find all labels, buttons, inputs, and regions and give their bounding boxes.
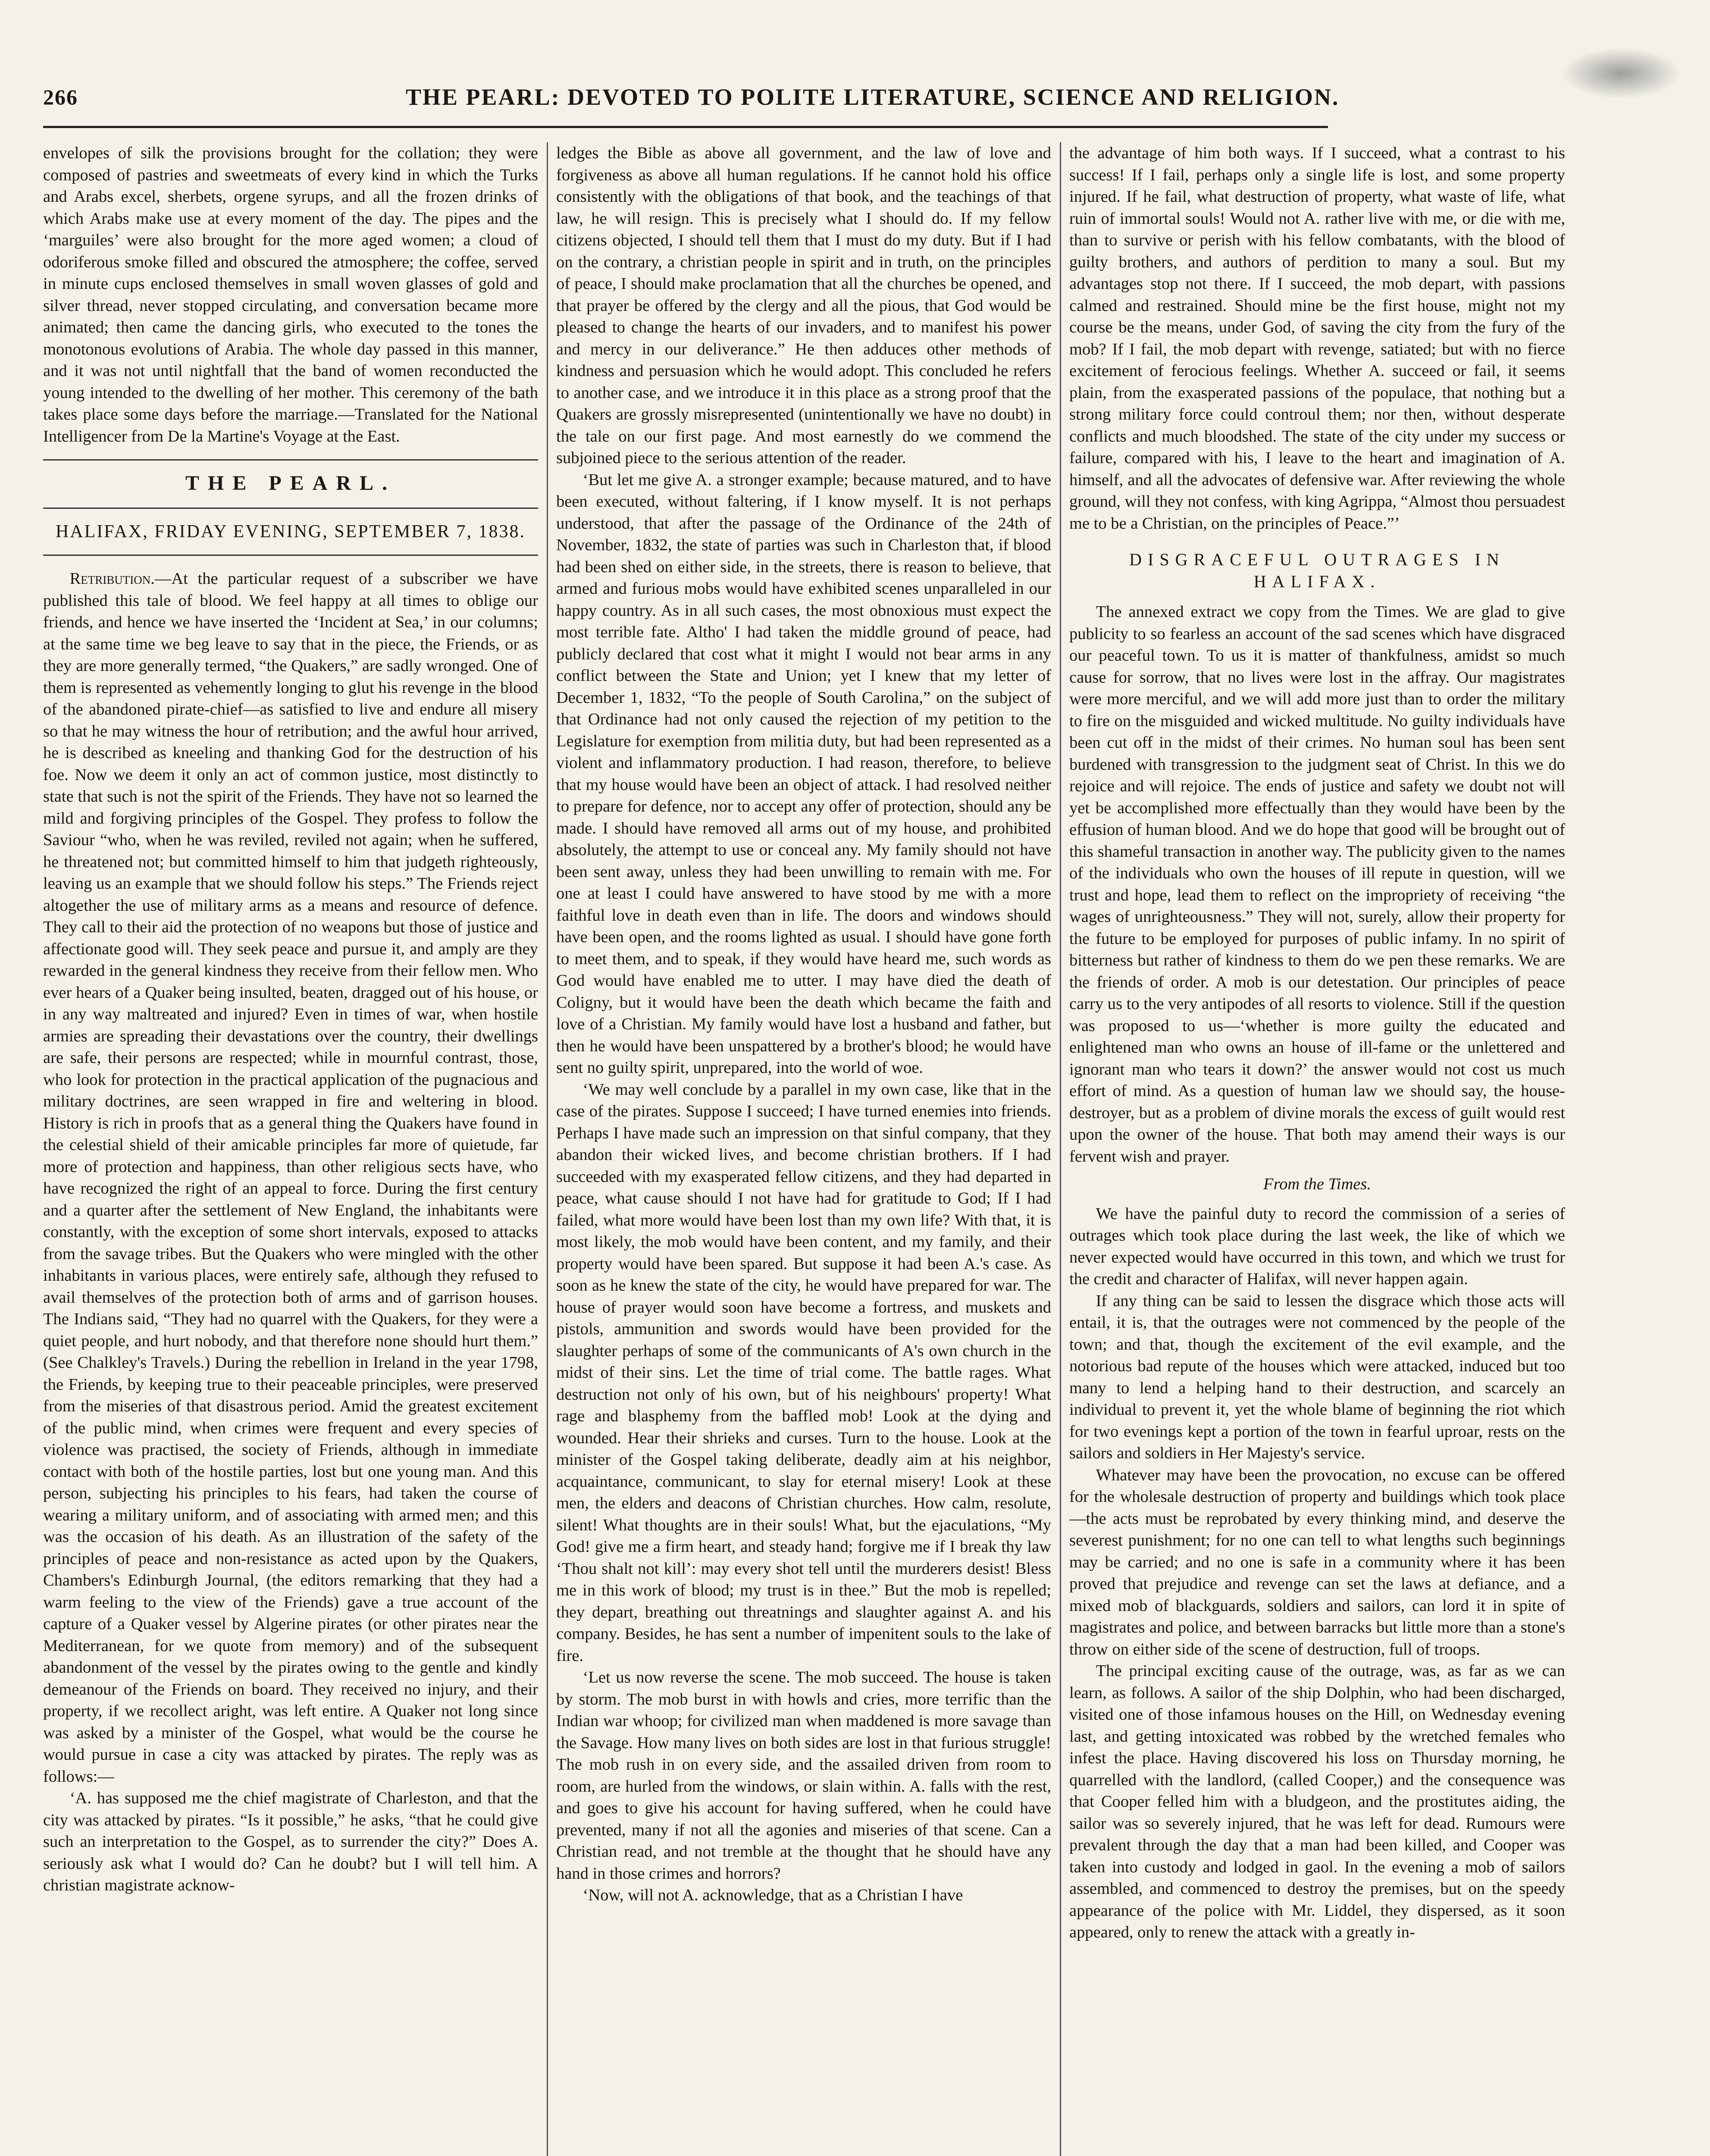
- quote-paragraph: ‘But let me give A. a stronger example; because matured, and to have been executed, without faltering, if I know myself. It is not perhaps understood, that after the passage of the Ordinance of the 24th of November, 1832, the state of parties was such in Charleston that, if blood had been shed on either side, in the streets, there is reason to believe, that armed and furious mobs would have exhibited scenes unparalleled in our happy country. As in all such cases, the most obnoxious must expect the most terrible fate. Altho' I had taken the middle ground of peace, had publicly declared that cost what it might I would not bear arms in any conflict between the State and Union; yet I knew that my letter of December 1, 1832, “To the people of South Carolina,” on the subject of that Ordinance had not only caused the rejection of my petition to the Legislature for exemption from militia duty, but had been represented as a violent and inflammatory production. I had reason, therefore, to believe that my house would have been an object of attack. I had resolved neither to prepare for defence, nor to accept any offer of protection, should any be made. I should have removed all arms out of my house, and prohibited absolutely, the attempt to use or conceal any. My family should not have been sent away, unless they had been unwilling to remain with me. For one at least I could have answered to have stood by me with a more faithful love in death even than in life. The doors and windows should have been open, and the rooms lighted as usual. I should have gone forth to meet them, and to speak, if they would have heard me, such words as God would have enabled me to utter. I may have died the death of Coligny, but it would have been the death which became the faith and love of a Christian. My family would have lost a husband and father, but then he would have been unspattered by a brother's blood; he would have sent no guilty spirit, unprepared, into the world of woe.: [556, 470, 1051, 1077]
- editorial-text: —At the particular request of a subscriber we have published this tale of blood. We feel happy at all times to oblige our friends, and hence we have inserted the ‘Incident at Sea,’ in our columns; at the same time we beg leave to say that in the piece, the Friends, or as they are more generally termed, “the Quakers,” are sadly wronged. One of them is represented as vehemently longing to glut his revenge in the blood of the abandoned pirate-chief—as satisfied to live and endure all misery so that he may witness the hour of retribution; and the awful hour arrived, he is described as kneeling and thanking God for the destruction of his foe. Now we deem it only an act of common justice, most distinctly to state that such is not the spirit of the Friends. They have not so learned the mild and forgiving principles of the Gospel. They profess to follow the Saviour “who, when he was reviled, reviled not again; when he suffered, he threatened not; but committed himself to him that judgeth righteously, leaving us an example that we should follow his steps.” The Friends reject altogether the use of military arms as a means and resource of defence. They call to their aid the protection of no weapons but those of justice and affectionate good will. They seek peace and pursue it, and amply are they rewarded in the general kindness they receive from their fellow men. Who ever hears of a Quaker being insulted, beaten, dragged out of his house, or in any way maltreated and injured? Even in times of war, when hostile armies are spreading their devastations over the country, their dwellings are safe, their persons are respected; while in mournful contrast, those, who look for protection in the practical application of the pugnacious and military doctrines, are seen wrapped in fire and weltering in blood. History is rich in proofs that as a general thing the Quakers have found in the celestial shield of their amicable principles far more of quietude, far more of protection and happiness, than other religious sects have, who have recognized the right of an appeal to force. During the first century and a quarter after the settlement of New England, the inhabitants were constantly, with the exception of some short intervals, exposed to attacks from the savage tribes. But the Quakers who were mingled with the other inhabitants in various places, were entirely safe, although they refused to avail themselves of the protection both of arms and of garrison houses. The Indians said, “They had no quarrel with the Quakers, for they were a quiet people, and hurt nobody, and that therefore none should hurt them.” (See Chalkley's Travels.) During the rebellion in Ireland in the year 1798, the Friends, by keeping true to their peaceable principles, were preserved from the miseries of that disastrous period. Amid the greatest excitement of the public mind, when crimes were frequent and every species of violence was practised, the society of Friends, although in immediate contact with both of the hostile parties, lost but one young man. And this person, subjecting his principles to his fears, had taken the course of wearing a military uniform, and of associating with armed men; and this was the occasion of his death. As an illustration of the safety of the principles of peace and non-resistance as acted upon by the Quakers, Chambers's Edinburgh Journal, (the editors remarking that they had a warm feeling to the view of the Friends) gave a true account of the capture of a Quaker vessel by Algerine pirates (or other pirates near the Mediterranean, for we quote from memory) and of the subsequent abandonment of the vessel by the pirates owing to the gentle and kindly demeanour of the Friends on board. They received no injury, and their property, if we recollect aright, was left entire. A Quaker not long since was asked by a minister of the Gospel, what would be the course he would pursue in case a city was attacked by pirates. The reply was as follows:—: [43, 570, 538, 1786]
- quote-paragraph: ‘Let us now reverse the scene. The mob succeed. The house is taken by storm. The mob burst in with howls and cries, more terrific than the Indian war whoop; for civilized man when maddened is more savage than the Savage. How many lives on both sides are lost in that furious struggle! The mob rush in on every side, and the assailed driven from room to room, are hurled from the windows, or slain within. A. falls with the rest, and goes to give his account for having suffered, when he could have prevented, many if not all the agonies and miseries of that scene. Can a Christian read, and not tremble at the thought that he should have any hand in those crimes and horrors?: [556, 1668, 1051, 1883]
- column-rule: [547, 142, 548, 2156]
- article-paragraph: We have the painful duty to record the commission of a series of outrages which took place during the last week, the like of which we never expected would have occurred in this town, and which we trust for the credit and character of Halifax, will never happen again.: [1069, 1204, 1565, 1288]
- page-stain: [1561, 47, 1682, 99]
- quote-paragraph: the advantage of him both ways. If I succeed, what a contrast to his success! If I fail, perhaps only a single life is lost, and some property injured. If he fail, what destruction of property, what waste of life, what ruin of immortal souls! Would not A. rather live with me, or die with me, than to survive or perish with his fellow combatants, with the blood of guilty brothers, and authors of perdition to many a soul. But my advantages stop not there. If I succeed, the mob depart, with passions calmed and restrained. Should mine be the first house, might not my course be the means, under God, of saving the city from the fury of the mob? If I fail, the mob depart with revenge, satiated; but with no fierce excitement of ferocious feelings. Whether A. succeed or fail, it seems plain, from the exasperated passions of the populace, that nothing but a strong military force could controul them; nor then, without desperate conflicts and much bloodshed. The state of the city under my success or failure, compared with his, I leave to the heart and imagination of A. himself, and all the advocates of defensive war. After reviewing the whole ground, will they not confess, with king Agrippa, “Almost thou persuadest me to be a Christian, on the principles of Peace.”’: [1069, 144, 1565, 533]
- article-paragraph: The principal exciting cause of the outrage, was, as far as we can learn, as follows. A sailor of the ship Dolphin, who had been discharged, visited one of those infamous houses on the Hill, on Wednesday evening last, and getting intoxicated was robbed by the wretched females who infest the place. Having discovered his loss on Thursday morning, he quarrelled with the landlord, (called Cooper,) and the consequence was that Cooper felled him with a bludgeon, and the prostitutes aiding, the sailor was so severely injured, that he was left for dead. Rumours were prevalent through the day that a man had been killed, and Cooper was taken into custody and lodged in gaol. In the evening a mob of sailors assembled, and commenced to destroy the premises, but on the speedy appearance of the police with Mr. Liddel, they dispersed, as it soon appeared, only to renew the attack with a greatly in-: [1069, 1662, 1565, 1941]
- dateline: HALIFAX, FRIDAY EVENING, SEPTEMBER 7, 1838.: [56, 521, 526, 542]
- header-rule: [43, 126, 1328, 128]
- page-number: 266: [43, 85, 78, 109]
- section-heading: DISGRACEFUL OUTRAGES IN HALIFAX.: [1129, 550, 1505, 591]
- page-header: [43, 73, 1340, 121]
- article-paragraph: If any thing can be said to lessen the disgrace which those acts will entail, it is, that the outrages were not commenced by the people of the town; and that, though the excitement of the evil example, and the notorious bad repute of the houses which were attacked, induced but too many to lend a helping hand to their destruction, and scarcely an individual to prevent it, yet the whole blame of beginning the riot which for two evenings kept a portion of the town in fearful uproar, rests on the sailors and soldiers in Her Majesty's service.: [1069, 1291, 1565, 1462]
- quote-paragraph: ‘Now, will not A. acknowledge, that as a Christian I have: [583, 1886, 963, 1904]
- running-head: THE PEARL: DEVOTED TO POLITE LITERATURE, SCIENCE AND RELIGION.: [406, 84, 1340, 110]
- column-divider: [43, 459, 538, 461]
- article-paragraph: Whatever may have been the provocation, no excuse can be offered for the wholesale destruction of property and buildings which took place—the acts must be reprobated by every thinking mind, and deserve the severest punishment; for no one can tell to what lengths such beginnings may be carried; and no one is safe in a community where it has been proved that prejudice and revenge can set the laws at defiance, and a mixed mob of blackguards, soldiers and sailors, can lord it in spite of magistrates and police, and between barracks but little more than a stone's throw on either side of the scene of destruction, full of troops.: [1069, 1466, 1565, 1658]
- column-1: [43, 142, 538, 2156]
- column-3: [1069, 142, 1565, 2156]
- column-rule: [1060, 142, 1061, 2156]
- article-paragraph: The annexed extract we copy from the Times. We are glad to give publicity to so fearless an account of the sad scenes which have disgraced our peaceful town. To us it is matter of thankfulness, amidst so much cause for sorrow, that no lives were lost in the affray. Our magistrates were more merciful, and we will add more just than to order the military to fire on the misguided and wicked multitude. No guilty individuals have been cut off in the midst of their crimes. No human soul has been sent burdened with transgression to the judgment seat of Christ. In this we do rejoice and will rejoice. The ends of justice and safety we doubt not will yet be accomplished more effectually than they would have been by the effusion of human blood. And we do hope that good will be brought out of this shameful transaction in another way. The publicity given to the names of the individuals who own the houses of ill repute in question, will we trust and hope, lead them to reflect on the impropriety of receiving “the wages of unrighteousness.” They will not, surely, allow their property for the future to be employed for purposes of public infamy. In no spirit of bitterness but rather of kindness to them do we pen these remarks. We are the friends of order. A mob is our detestation. Our principles of peace carry us to the very antipodes of all resorts to violence. Still if the question was proposed to us—‘whether is more guilty the educated and enlightened man who owns an house of ill-fame or the unlettered and ignorant man who tears it down?’ the answer would not cost us much effort of mind. As a question of human law we should say, the house-destroyer, but as a problem of divine morals the excess of guilt would rest upon the owner of the house. That both may amend their ways is our fervent wish and prayer.: [1069, 603, 1565, 1166]
- source-attribution: From the Times.: [1263, 1175, 1371, 1193]
- column-2: [556, 142, 1051, 2156]
- column-divider: [43, 555, 538, 556]
- quote-paragraph: ‘A. has supposed me the chief magistrate of Charleston, and that the city was attacked by pirates. “Is it possible,” he asks, “that he could give such an interpretation to the Gospel, as to surrender the city?” Does A. seriously ask what I would do? Can he doubt? but I will tell him. A christian magistrate acknow-: [43, 1789, 538, 1894]
- masthead: THE PEARL.: [185, 472, 396, 495]
- column-divider: [43, 508, 538, 509]
- quote-paragraph: ‘We may well conclude by a parallel in my own case, like that in the case of the pirates. Suppose I succeed; I have turned enemies into friends. Perhaps I have made such an impression on that sinful company, that they abandon their wicked lives, and become christian brothers. If I had succeeded with my exasperated fellow citizens, and they had departed in peace, what cause should I not have had for gratitude to God; If I had failed, what more would have been lost than my own life? With that, it is most likely, the mob would have been content, and my family, and their property would have been spared. But suppose it had been A.'s case. As soon as he knew the state of the city, he would have prepared for war. The house of prayer would soon have become a fortress, and muskets and pistols, ammunition and swords would have been provided for the slaughter perhaps of some of the communicants of A's own church in the midst of their sins. Let the time of trial come. The battle rages. What destruction not only of his own, but of his neighbours' property! What rage and blasphemy from the baffled mob! Look at the dying and wounded. Hear their shrieks and curses. Turn to the house. Look at the minister of the Gospel taking deliberate, deadly aim at his neighbor, acquaintance, communicant, to slay for eternal misery! Look at these men, the elders and deacons of Christian churches. How calm, resolute, silent! What thoughts are in their souls! What, but the ejaculations, “My God! give me a firm heart, and steady hand; forgive me if I break thy law ‘Thou shalt not kill’: may every shot tell until the murderers desist! Bless me in this work of blood; my trust is in thee.” But the mob is repelled; they depart, breathing out threatnings and slaughter against A. and his company. Besides, he has sent a number of impenitent souls to the lake of fire.: [556, 1080, 1051, 1665]
- article-continuation: envelopes of silk the provisions brought for the collation; they were composed of pastries and sweetmeats of every kind in which the Turks and Arabs excel, sherbets, orgene syrups, and all the frozen drinks of which Arabs make use at every moment of the day. The pipes and the ‘marguiles’ were also brought for the more aged women; a cloud of odoriferous smoke filled and obscured the atmosphere; the coffee, served in minute cups enclosed themselves in small woven glasses of gold and silver thread, never stopped circulating, and conversation became more animated; then came the dancing girls, who executed to the tones the monotonous evolutions of Arabia. The whole day passed in this manner, and it was not until nightfall that the band of women reconducted the young intended to the dwelling of her mother. This ceremony of the bath takes place some days before the marriage.—Translated for the National Intelligencer from De la Martine's Voyage at the East.: [43, 144, 538, 445]
- lead-word: Retribution.: [69, 570, 155, 588]
- editorial-paragraph: [43, 568, 538, 1787]
- quote-paragraph: ledges the Bible as above all government, and the law of love and forgiveness as above all human regulations. If he cannot hold his office consistently with the obligations of that book, and the teachings of that law, he will resign. This is precisely what I should do. If my fellow citizens objected, I should tell them that I must do my duty. But if I had on the contrary, a christian people in spirit and in truth, on the principles of peace, I should make proclamation that all the churches be opened, and that prayer be offered by the clergy and all the pious, that God would be pleased to change the hearts of our invaders, and to manifest his power and mercy in our deliverance.” He then adduces other methods of kindness and persuasion which he would adopt. This concluded he refers to another case, and we introduce it in this place as a strong proof that the Quakers are grossly misrepresented (unintentionally we have no doubt) in the tale on our first page. And most earnestly do we commend the subjoined piece to the serious attention of the reader.: [556, 144, 1051, 467]
